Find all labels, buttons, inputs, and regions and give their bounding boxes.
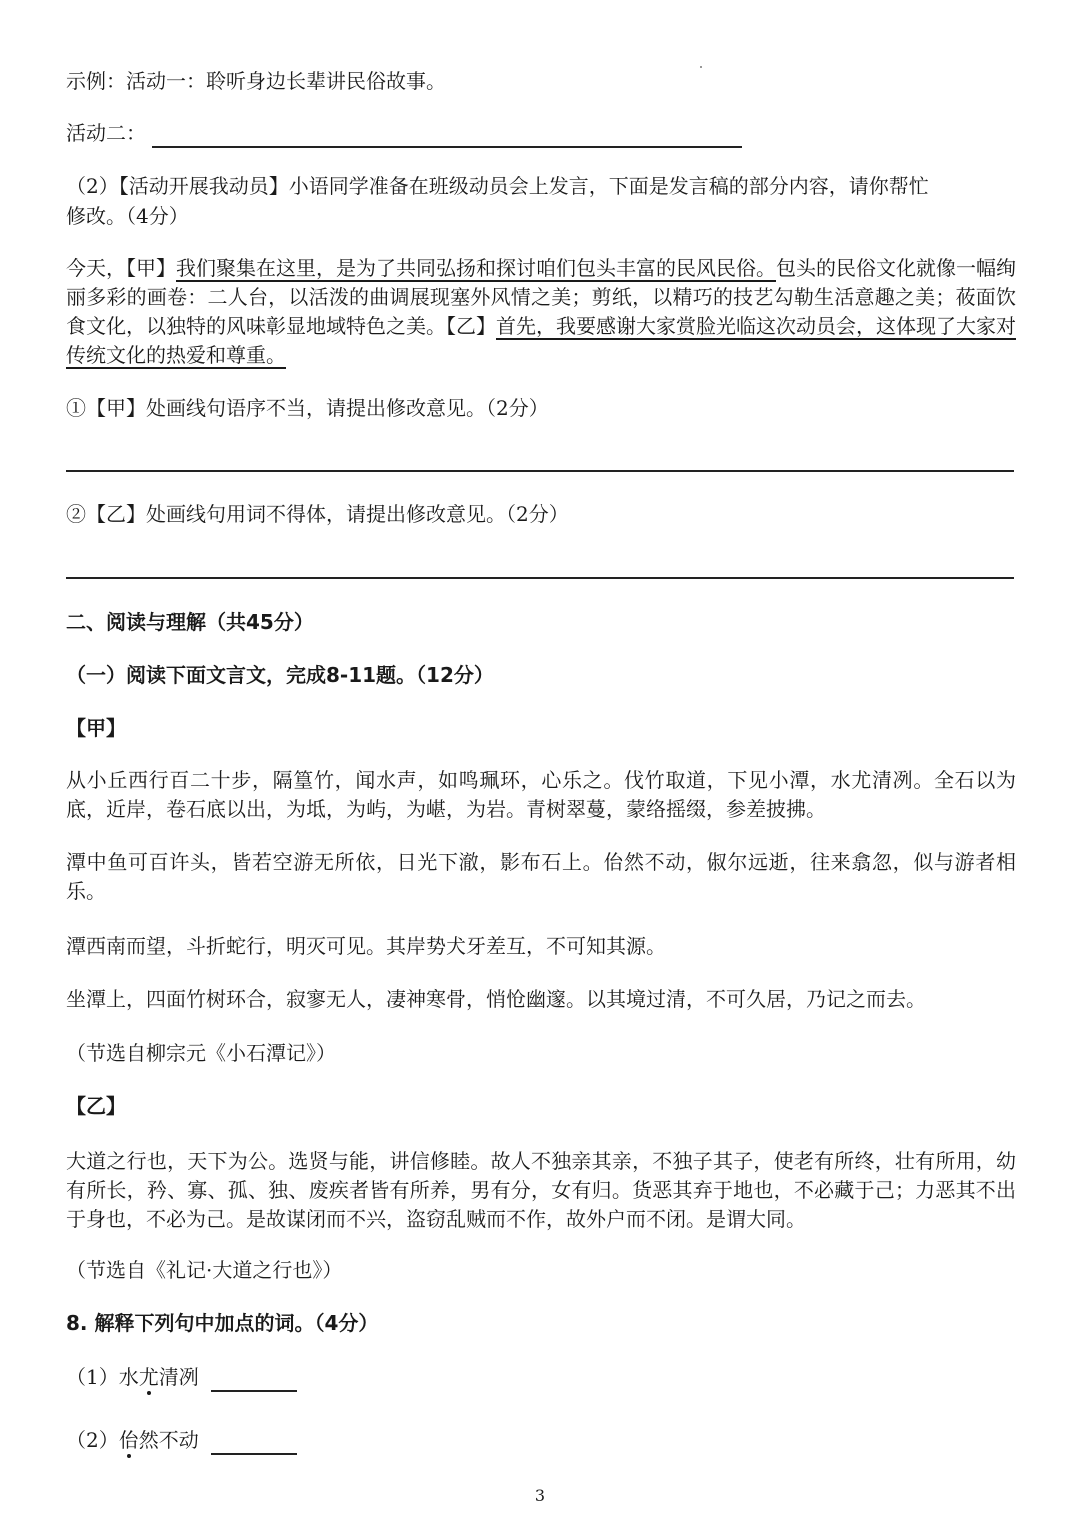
q8-heading: 8. 解释下列句中加点的词。（4分） bbox=[66, 1311, 379, 1335]
jia-paragraph-4: 坐潭上，四面竹树环合，寂寥无人，凄神寒骨，悄怆幽邃。以其境过清，不可久居，乃记之而去。 bbox=[66, 987, 926, 1011]
activity-example: 示例：活动一：聆听身边长辈讲民俗故事。 bbox=[66, 69, 446, 93]
q8-item2-dotted-char: 佁 bbox=[118, 1428, 139, 1452]
scan-speck bbox=[700, 66, 702, 68]
speech-intro: 今天，【甲】 bbox=[66, 256, 176, 280]
jia-paragraph-3: 潭西南而望，斗折蛇行，明灭可见。其岸势犬牙差互，不可知其源。 bbox=[66, 934, 666, 958]
yi-label: 【乙】 bbox=[66, 1094, 126, 1118]
page-number: 3 bbox=[534, 1486, 546, 1505]
q2-sub1: ①【甲】处画线句语序不当，请提出修改意见。（2分） bbox=[66, 396, 549, 420]
q8-item1 bbox=[66, 1362, 297, 1392]
activity2-answer-blank[interactable] bbox=[152, 120, 742, 148]
jia-label: 【甲】 bbox=[66, 716, 126, 740]
q8-item1-prefix: （1）水 bbox=[66, 1365, 139, 1389]
yi-source: （节选自《礼记·大道之行也》） bbox=[66, 1258, 343, 1282]
q8-item1-answer-blank[interactable] bbox=[211, 1366, 297, 1392]
yi-underlined-sentence: 首先，我要感谢大家赏脸光临这次动员会，这体现了大家对传统文化的热爱和尊重。 bbox=[66, 314, 1016, 367]
q8-item1-dotted-char: 尤 bbox=[138, 1365, 159, 1389]
q2-prompt-line2: 修改。（4分） bbox=[66, 204, 189, 228]
q8-item2-suffix: 然不动 bbox=[138, 1428, 199, 1452]
jia-paragraph-2: 潭中鱼可百许头，皆若空游无所依，日光下澈，影布石上。佁然不动，俶尔远逝，往来翕忽，似与游者相乐。 bbox=[66, 850, 1016, 903]
q8-item2-prefix: （2） bbox=[66, 1428, 119, 1452]
part1-heading: （一）阅读下面文言文，完成8-11题。（12分） bbox=[66, 663, 494, 687]
q8-item2-answer-blank[interactable] bbox=[211, 1429, 297, 1455]
q2-prompt-line1: （2）【活动开展我动员】小语同学准备在班级动员会上发言，下面是发言稿的部分内容，请你帮忙 bbox=[66, 174, 929, 198]
q2-sub2-answer-line[interactable] bbox=[66, 577, 1014, 579]
q2-sub1-answer-line[interactable] bbox=[66, 470, 1014, 472]
speech-paragraph bbox=[66, 254, 1016, 370]
jia-paragraph-1: 从小丘西行百二十步，隔篁竹，闻水声，如鸣珮环，心乐之。伐竹取道，下见小潭，水尤清冽。全石以为底，近岸，卷石底以出，为坻，为屿，为嵁，为岩。青树翠蔓，蒙络摇缀，参差披拂。 bbox=[66, 768, 1016, 821]
section2-heading: 二、阅读与理解（共45分） bbox=[66, 610, 314, 634]
jia-underlined-sentence: 我们聚集在这里，是为了共同弘扬和探讨咱们包头丰富的民风民俗。 bbox=[176, 256, 776, 280]
q2-sub2: ②【乙】处画线句用词不得体，请提出修改意见。（2分） bbox=[66, 502, 569, 526]
jia-source: （节选自柳宗元《小石潭记》） bbox=[66, 1041, 336, 1065]
q8-item1-suffix: 清冽 bbox=[158, 1365, 199, 1389]
activity2-label: 活动二： bbox=[66, 121, 146, 145]
q8-item2 bbox=[66, 1425, 297, 1455]
speech-middle: 包头的民俗文化就像一幅绚丽多彩的画卷：二人台，以活泼的曲调展现塞外风情之美；剪纸，以精巧的技艺勾勒生活意趣之美；莜面饮食文化，以独特的风味彰显地域特色之美。【乙】 bbox=[66, 256, 1016, 338]
activity2-row bbox=[66, 118, 742, 148]
yi-paragraph: 大道之行也，天下为公。选贤与能，讲信修睦。故人不独亲其亲，不独子其子，使老有所终，壮有所用，幼有所长，矜、寡、孤、独、废疾者皆有所养，男有分，女有归。货恶其弃于地也，不必藏于己；力恶其不出于身也，不必为己。是故谋闭而不兴，盗窃乱贼而不作，故外户而不闭。是谓大同。 bbox=[66, 1149, 1016, 1231]
